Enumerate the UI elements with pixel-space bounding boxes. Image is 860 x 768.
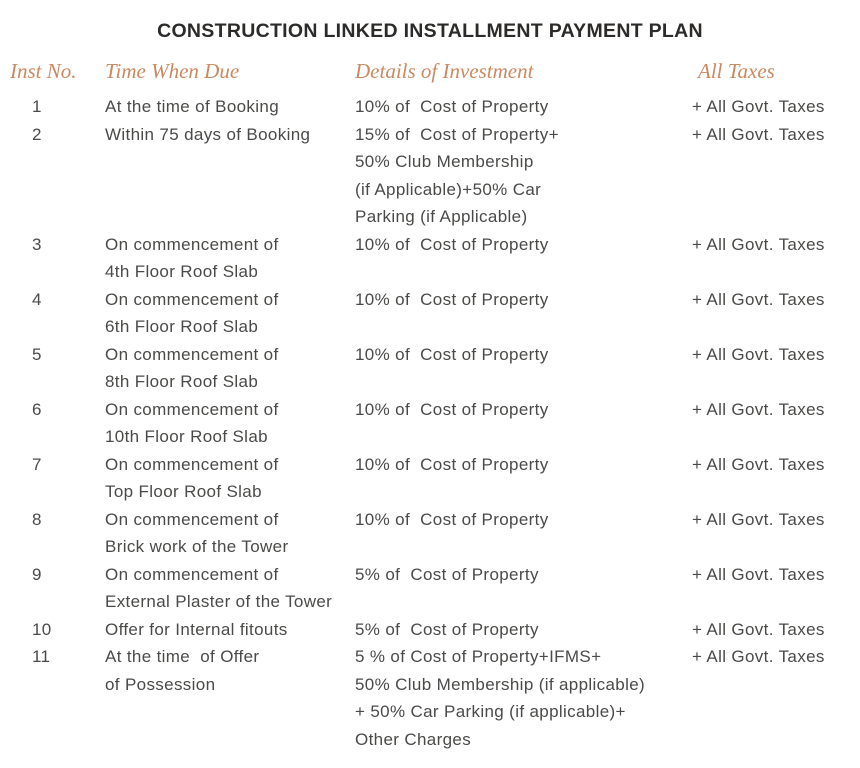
time-when-due-line: External Plaster of the Tower [105, 592, 333, 611]
time-when-due-line: On commencement of [105, 344, 279, 364]
details-line: 10% of Cost of Property [355, 234, 549, 254]
column-header-details-of-investment: Details of Investment [355, 59, 534, 83]
time-when-due-line: Top Floor Roof Slab [105, 482, 262, 501]
taxes-text: + All Govt. Taxes [692, 289, 825, 309]
details-line: Other Charges [355, 729, 472, 749]
details-line: + 50% Car Parking (if applicable)+ [355, 702, 626, 721]
inst-no-cell [0, 451, 105, 506]
taxes-text: + All Govt. Taxes [692, 97, 825, 116]
details-line: 5% of Cost of Property [355, 619, 539, 639]
table-row [0, 506, 860, 561]
taxes-text: + All Govt. Taxes [692, 564, 825, 584]
all-taxes-cell [692, 451, 860, 506]
taxes-text: + All Govt. Taxes [692, 234, 825, 254]
inst-no-cell [0, 93, 105, 121]
taxes-text: + All Govt. Taxes [692, 619, 825, 639]
inst-no-cell [0, 231, 105, 286]
inst-no: 5 [32, 344, 42, 364]
taxes-text: + All Govt. Taxes [692, 454, 825, 474]
details-of-investment-cell [355, 231, 692, 286]
inst-no: 2 [32, 124, 42, 144]
table-row [0, 616, 860, 644]
all-taxes-cell [692, 341, 860, 396]
inst-no: 11 [32, 647, 51, 666]
table-row [0, 286, 860, 341]
time-when-due-line: 10th Floor Roof Slab [105, 427, 268, 446]
taxes-text: + All Govt. Taxes [692, 124, 825, 144]
time-when-due-cell [105, 506, 355, 561]
inst-no: 10 [32, 619, 52, 639]
column-header-inst-no: Inst No. [10, 59, 77, 83]
details-line: 10% of Cost of Property [355, 454, 549, 474]
table-body [0, 93, 860, 753]
table-row [0, 643, 860, 753]
time-when-due-cell [105, 396, 355, 451]
details-line: 50% Club Membership (if applicable) [355, 674, 646, 694]
all-taxes-cell [692, 561, 860, 616]
taxes-text: + All Govt. Taxes [692, 344, 825, 364]
time-when-due-line: On commencement of [105, 509, 279, 529]
details-line: 10% of Cost of Property [355, 289, 549, 309]
time-when-due-cell [105, 643, 355, 753]
all-taxes-cell [692, 231, 860, 286]
inst-no: 3 [32, 234, 42, 254]
all-taxes-cell [692, 506, 860, 561]
inst-no: 7 [32, 454, 42, 474]
details-of-investment-cell [355, 451, 692, 506]
time-when-due-line: 6th Floor Roof Slab [105, 317, 259, 336]
time-when-due-line: On commencement of [105, 234, 279, 254]
all-taxes-cell [692, 286, 860, 341]
time-when-due-cell [105, 286, 355, 341]
all-taxes-cell [692, 121, 860, 231]
inst-no: 8 [32, 509, 42, 529]
details-line: Parking (if Applicable) [355, 207, 528, 226]
column-header-all-taxes: All Taxes [698, 59, 775, 83]
all-taxes-cell [692, 616, 860, 644]
time-when-due-line: Offer for Internal fitouts [105, 619, 288, 639]
taxes-text: + All Govt. Taxes [692, 509, 825, 529]
all-taxes-cell [692, 643, 860, 753]
details-of-investment-cell [355, 616, 692, 644]
table-row [0, 561, 860, 616]
inst-no: 4 [32, 289, 42, 309]
table-row [0, 341, 860, 396]
details-line: (if Applicable)+50% Car [355, 179, 542, 199]
inst-no-cell [0, 643, 105, 753]
inst-no-cell [0, 616, 105, 644]
time-when-due-line: On commencement of [105, 454, 279, 474]
details-of-investment-cell [355, 93, 692, 121]
taxes-text: + All Govt. Taxes [692, 647, 825, 666]
details-of-investment-cell [355, 506, 692, 561]
time-when-due-cell [105, 121, 355, 231]
time-when-due-line: On commencement of [105, 289, 279, 309]
time-when-due-cell [105, 616, 355, 644]
details-line: 10% of Cost of Property [355, 97, 549, 116]
time-when-due-line: On commencement of [105, 564, 279, 584]
time-when-due-line: On commencement of [105, 399, 279, 419]
time-when-due-line: 8th Floor Roof Slab [105, 372, 259, 391]
inst-no-cell [0, 396, 105, 451]
inst-no: 6 [32, 399, 42, 419]
time-when-due-line: 4th Floor Roof Slab [105, 262, 259, 281]
column-header-time-when-due: Time When Due [105, 59, 240, 83]
details-line: 5 % of Cost of Property+IFMS+ [355, 647, 602, 666]
table-row [0, 121, 860, 231]
table-header-row [0, 58, 860, 84]
inst-no-cell [0, 561, 105, 616]
time-when-due-line: Within 75 days of Booking [105, 124, 311, 144]
inst-no: 1 [32, 97, 42, 116]
time-when-due-line: At the time of Booking [105, 97, 280, 116]
time-when-due-cell [105, 341, 355, 396]
details-line: 10% of Cost of Property [355, 509, 549, 529]
time-when-due-line: Brick work of the Tower [105, 537, 289, 556]
inst-no-cell [0, 286, 105, 341]
details-of-investment-cell [355, 561, 692, 616]
time-when-due-cell [105, 93, 355, 121]
table-row [0, 93, 860, 121]
details-of-investment-cell [355, 643, 692, 753]
details-of-investment-cell [355, 341, 692, 396]
page-title: CONSTRUCTION LINKED INSTALLMENT PAYMENT PLAN [157, 20, 703, 42]
details-line: 5% of Cost of Property [355, 564, 539, 584]
details-of-investment-cell [355, 396, 692, 451]
details-of-investment-cell [355, 121, 692, 231]
table-row [0, 451, 860, 506]
all-taxes-cell [692, 93, 860, 121]
time-when-due-cell [105, 451, 355, 506]
details-line: 50% Club Membership [355, 152, 534, 171]
taxes-text: + All Govt. Taxes [692, 399, 825, 419]
table-row [0, 231, 860, 286]
inst-no-cell [0, 506, 105, 561]
time-when-due-cell [105, 561, 355, 616]
time-when-due-line: of Possession [105, 674, 216, 694]
details-of-investment-cell [355, 286, 692, 341]
inst-no-cell [0, 121, 105, 231]
time-when-due-line: At the time of Offer [105, 647, 260, 666]
details-line: 15% of Cost of Property+ [355, 124, 559, 144]
table-row [0, 396, 860, 451]
details-line: 10% of Cost of Property [355, 399, 549, 419]
inst-no: 9 [32, 564, 42, 584]
inst-no-cell [0, 341, 105, 396]
details-line: 10% of Cost of Property [355, 344, 549, 364]
all-taxes-cell [692, 396, 860, 451]
time-when-due-cell [105, 231, 355, 286]
